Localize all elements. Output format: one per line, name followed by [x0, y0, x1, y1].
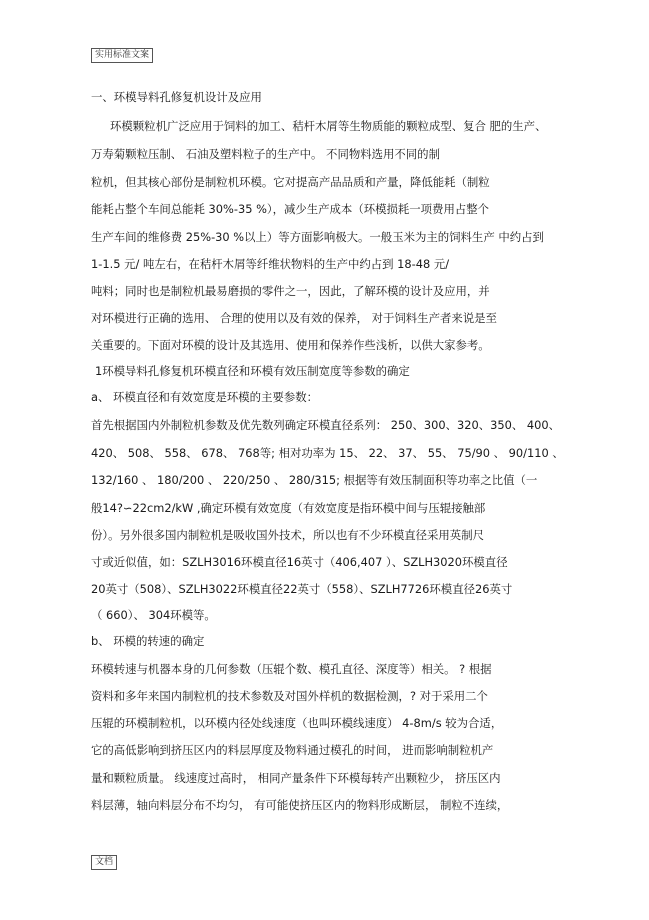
footer-label: 文档 [91, 855, 117, 870]
paragraph-line: 料层薄，轴向料层分布不均匀， 有可能使挤压区内的物料形成断层， 制粒不连续， [91, 798, 509, 812]
paragraph-line: 万寿菊颗粒压制、 石油及塑料粒子的生产中。 不同物料选用不同的制 [91, 147, 440, 161]
subsection-title: b、 环模的转速的确定 [91, 634, 205, 648]
paragraph-line: 压辊的环模制粒机，以环模内径处线速度（也叫环模线速度） 4-8m/s 较为合适， [91, 716, 503, 730]
paragraph-line: 它的高低影响到挤压区内的料层厚度及物料通过模孔的时间， 进而影响制粒机产 [91, 743, 494, 757]
subsection-title: 1环模导料孔修复机环模直径和环模有效压制宽度等参数的确定 [95, 364, 410, 378]
paragraph-line: 份）。另外很多国内制粒机是吸收国外技术，所以也有不少环模直径采用英制尺 [91, 528, 484, 542]
paragraph-line: 1-1.5 元/ 吨左右，在秸杆木屑等纤维状物料的生产中约占到 18-48 元/ [91, 257, 450, 271]
paragraph-line: 粒机，但其核心部份是制粒机环模。它对提高产品品质和产量，降低能耗（制粒 [91, 175, 490, 189]
paragraph-line: （ 660）、 304环模等。 [91, 608, 216, 622]
section-title: 一、环模导料孔修复机设计及应用 [91, 90, 262, 104]
paragraph-line: 132/160 、 180/200 、 220/250 、 280/315; 根据等有效压制面积等功率之比值（一 [91, 473, 538, 487]
header-label: 实用标准文案 [91, 48, 153, 63]
paragraph-line: 环模转速与机器本身的几何参数（压辊个数、模孔直径、深度等）相关。 ? 根据 [91, 662, 492, 676]
paragraph-line: 寸或近似值，如：SZLH3016环模直径16英寸（406,407 ）、SZLH3020环模直径 [91, 555, 508, 569]
paragraph-line: 首先根据国内外制粒机参数及优先数列确定环模直径系列： 250、300、320、350、 400、 [91, 418, 561, 432]
paragraph-line: 生产车间的维修费 25%-30 %以上）等方面影响极大。一般玉米为主的饲料生产 中约占到 [91, 230, 544, 244]
paragraph-line: 量和颗粒质量。 线速度过高时， 相同产量条件下环模每转产出颗粒少， 挤压区内 [91, 771, 501, 785]
paragraph-line: 能耗占整个车间总能耗 30%-35 %），减少生产成本（环模损耗一项费用占整个 [91, 202, 490, 216]
paragraph-line: 资料和多年来国内制粒机的技术参数及对国外样机的数据检测，? 对于采用二个 [91, 689, 488, 703]
paragraph-line: 吨料；同时也是制粒机最易磨损的零件之一，因此，了解环模的设计及应用，并 [91, 284, 490, 298]
paragraph-line: 对环模进行正确的选用、 合理的使用以及有效的保养， 对于饲料生产者来说是至 [91, 311, 497, 325]
subsection-title: a、 环模直径和有效宽度是环模的主要参数： [91, 390, 319, 404]
paragraph-line: 20英寸（508）、SZLH3022环模直径22英寸（558）、SZLH7726环模直径26英寸 [91, 582, 513, 596]
paragraph-line: 环模颗粒机广泛应用于饲料的加工、秸杆木屑等生物质能的颗粒成型、复合 肥的生产、 [110, 119, 547, 133]
paragraph-line: 关重要的。下面对环模的设计及其选用、使用和保养作些浅析，以供大家参考。 [91, 338, 490, 352]
paragraph-line: 420、 508、 558、 678、 768等; 相对功率为 15、 22、 37、 55、 75/90 、 90/110 、 [91, 446, 564, 460]
paragraph-line: 般14?∽22cm2/kW ,确定环模有效宽度（有效宽度是指环模中间与压辊接触部 [91, 501, 486, 515]
